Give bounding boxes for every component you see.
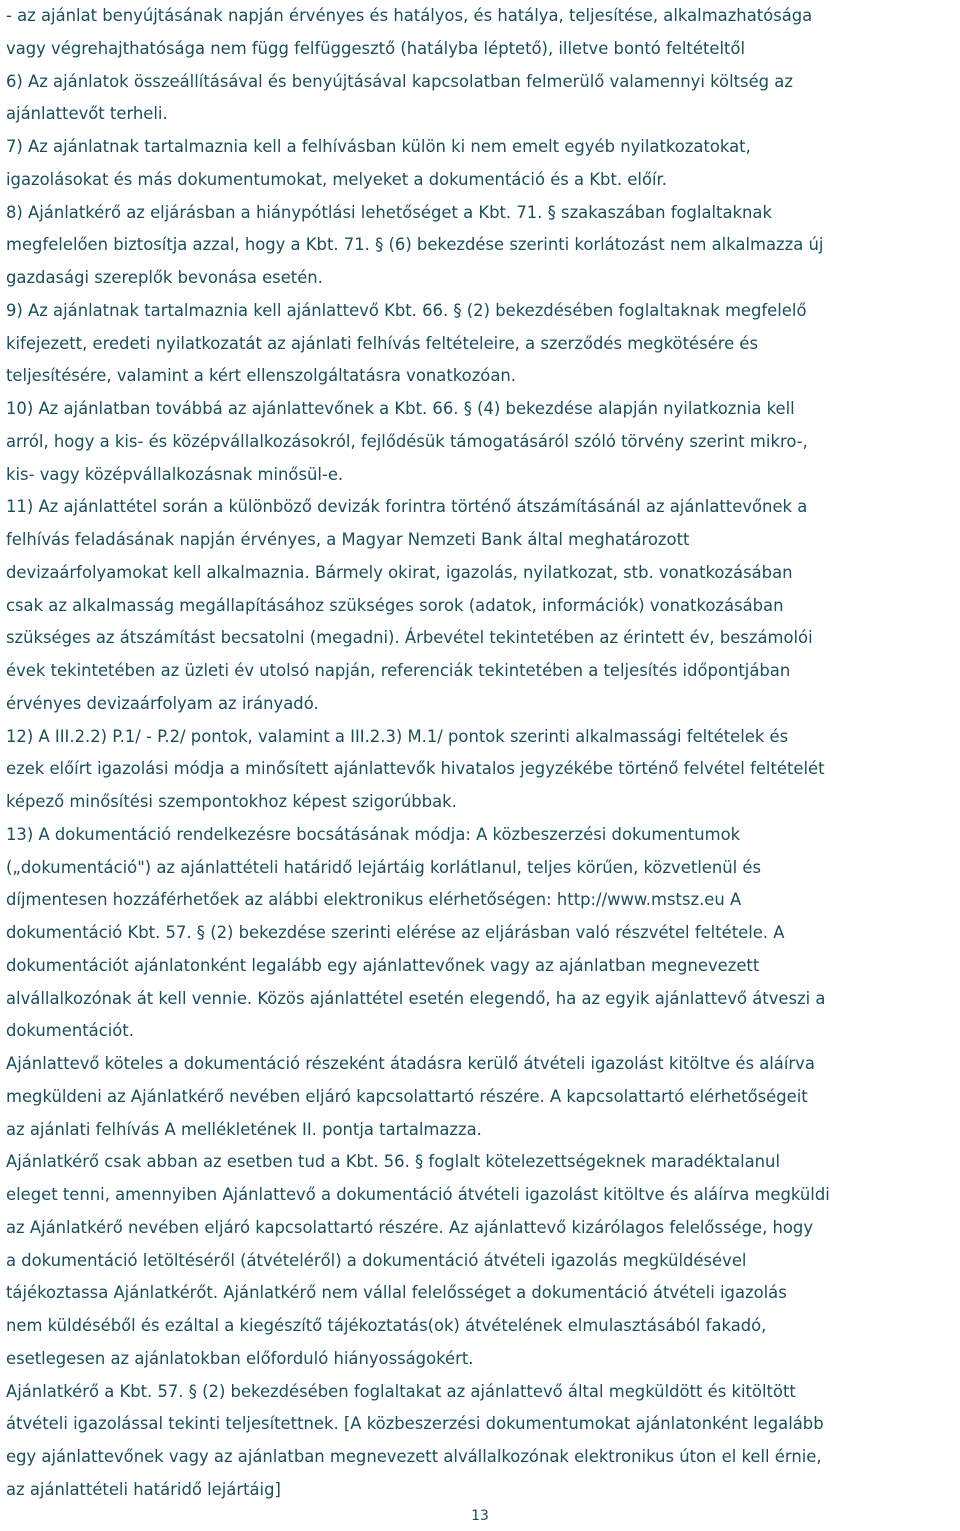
text-line: évek tekintetében az üzleti év utolsó napján, referenciák tekintetében a teljesítés időpontjában — [6, 661, 791, 680]
text-line: gazdasági szereplők bevonása esetén. — [6, 268, 323, 287]
text-line: 7) Az ajánlatnak tartalmaznia kell a felhívásban külön ki nem emelt egyéb nyilatkozatokat, — [6, 137, 751, 156]
text-line: alvállalkozónak át kell vennie. Közös ajánlattétel esetén elegendő, ha az egyik ajánlattevő átveszi a — [6, 988, 826, 1008]
text-line: az ajánlati felhívás A mellékletének II. pontja tartalmazza. — [6, 1119, 482, 1139]
text-line: dokumentáció Kbt. 57. § (2) bekezdése szerinti elérése az eljárásban való részvétel feltétele. A — [6, 923, 785, 942]
page-number: 13 — [471, 1508, 489, 1524]
text-line: devizaárfolyamokat kell alkalmaznia. Bármely okirat, igazolás, nyilatkozat, stb. vonatkozásában — [6, 562, 793, 582]
text-line: csak az alkalmasság megállapításához szükséges sorok (adatok, információk) vonatkozásában — [6, 595, 784, 615]
text-line: felhívás feladásának napján érvényes, a Magyar Nemzeti Bank által meghatározott — [6, 530, 690, 549]
text-line: igazolásokat és más dokumentumokat, melyeket a dokumentáció és a Kbt. előír. — [6, 169, 667, 189]
text-line: arról, hogy a kis- és középvállalkozásokról, fejlődésük támogatásáról szóló törvény szerint mikro-, — [6, 431, 808, 451]
text-line: tájékoztassa Ajánlatkérőt. Ajánlatkérő nem vállal felelősséget a dokumentáció átvételi igazolás — [6, 1283, 787, 1303]
text-line: 10) Az ajánlatban továbbá az ajánlattevőnek a Kbt. 66. § (4) bekezdése alapján nyilatkoznia kell — [6, 399, 795, 418]
text-line: 6) Az ajánlatok összeállításával és benyújtásával kapcsolatban felmerülő valamennyi költség az — [6, 71, 793, 91]
text-line: 13) A dokumentáció rendelkezésre bocsátásának módja: A közbeszerzési dokumentumok — [6, 824, 741, 844]
text-line: 9) Az ajánlatnak tartalmaznia kell ajánlattevő Kbt. 66. § (2) bekezdésében foglaltaknak megfelelő — [6, 300, 807, 320]
text-line: ajánlattevőt terheli. — [6, 104, 168, 124]
text-line: 11) Az ajánlattétel során a különböző devizák forintra történő átszámításánál az ajánlattevőnek a — [6, 497, 808, 517]
text-line: szükséges az átszámítást becsatolni (megadni). Árbevétel tekintetében az érintett év, beszámolói — [6, 628, 813, 648]
text-line: teljesítésére, valamint a kért ellenszolgáltatásra vonatkozóan. — [6, 366, 516, 386]
text-line: ezek előírt igazolási módja a minősített ajánlattevők hivatalos jegyzékébe történő felvétel feltételét — [6, 759, 825, 779]
text-line: dokumentációt ajánlatonként legalább egy ajánlattevőnek vagy az ajánlatban megnevezett — [6, 955, 760, 975]
text-line: - az ajánlat benyújtásának napján érvényes és hatályos, és hatálya, teljesítése, alkalmazhatósága — [6, 6, 813, 25]
text-line: az ajánlattételi határidő lejártáig] — [6, 1479, 281, 1499]
text-line: vagy végrehajthatósága nem függ felfüggesztő (hatályba léptető), illetve bontó feltételtől — [6, 38, 746, 58]
text-line: („dokumentáció") az ajánlattételi határidő lejártáig korlátlanul, teljes körűen, közvetlenül és — [6, 857, 762, 877]
text-line: Ajánlatkérő a Kbt. 57. § (2) bekezdésében foglaltakat az ajánlattevő által megküldött és kitöltött — [6, 1381, 796, 1401]
text-line: az Ajánlatkérő nevében eljáró kapcsolattartó részére. Az ajánlattevő kizárólagos felelőssége, hogy — [6, 1217, 814, 1237]
text-line: kifejezett, eredeti nyilatkozatát az ajánlati felhívás feltételeire, a szerződés megkötésére és — [6, 333, 759, 353]
text-line: dokumentációt. — [6, 1021, 134, 1041]
text-line: megfelelően biztosítja azzal, hogy a Kbt. 71. § (6) bekezdése szerinti korlátozást nem alkalmazza új — [6, 235, 824, 255]
text-line: egy ajánlattevőnek vagy az ajánlatban megnevezett alvállalkozónak elektronikus úton el kell érnie, — [6, 1447, 822, 1466]
text-line: Ajánlatkérő csak abban az esetben tud a Kbt. 56. § foglalt kötelezettségeknek maradéktalanul — [6, 1152, 780, 1172]
text-line: képező minősítési szempontokhoz képest szigorúbbak. — [6, 792, 457, 811]
document-body — [6, 0, 956, 1507]
text-line: díjmentesen hozzáférhetőek az alábbi elektronikus elérhetőségen: http://www.mstsz.eu A — [6, 890, 742, 910]
text-line: nem küldéséből és ezáltal a kiegészítő tájékoztatás(ok) átvételének elmulasztásából fakadó, — [6, 1316, 767, 1335]
text-line: 12) A III.2.2) P.1/ - P.2/ pontok, valamint a III.2.3) M.1/ pontok szerinti alkalmassági feltételek és — [6, 726, 789, 746]
text-line: a dokumentáció letöltéséről (átvételéről) a dokumentáció átvételi igazolás megküldésével — [6, 1250, 747, 1270]
text-line: eleget tenni, amennyiben Ajánlattevő a dokumentáció átvételi igazolást kitöltve és aláírva megküldi — [6, 1185, 830, 1204]
text-line: esetlegesen az ajánlatokban előforduló hiányosságokért. — [6, 1348, 474, 1368]
text-line: megküldeni az Ajánlatkérő nevében eljáró kapcsolattartó részére. A kapcsolattartó elérhetőségeit — [6, 1086, 808, 1106]
text-line: kis- vagy középvállalkozásnak minősül-e. — [6, 464, 344, 484]
text-line: 8) Ajánlatkérő az eljárásban a hiánypótlási lehetőséget a Kbt. 71. § szakaszában foglaltaknak — [6, 202, 772, 222]
text-line: érvényes devizaárfolyam az irányadó. — [6, 693, 319, 713]
text-line: Ajánlattevő köteles a dokumentáció részeként átadásra kerülő átvételi igazolást kitöltve és aláírva — [6, 1054, 815, 1073]
text-line: átvételi igazolással tekinti teljesítettnek. [A közbeszerzési dokumentumokat ajánlatonként legalább — [6, 1414, 824, 1434]
